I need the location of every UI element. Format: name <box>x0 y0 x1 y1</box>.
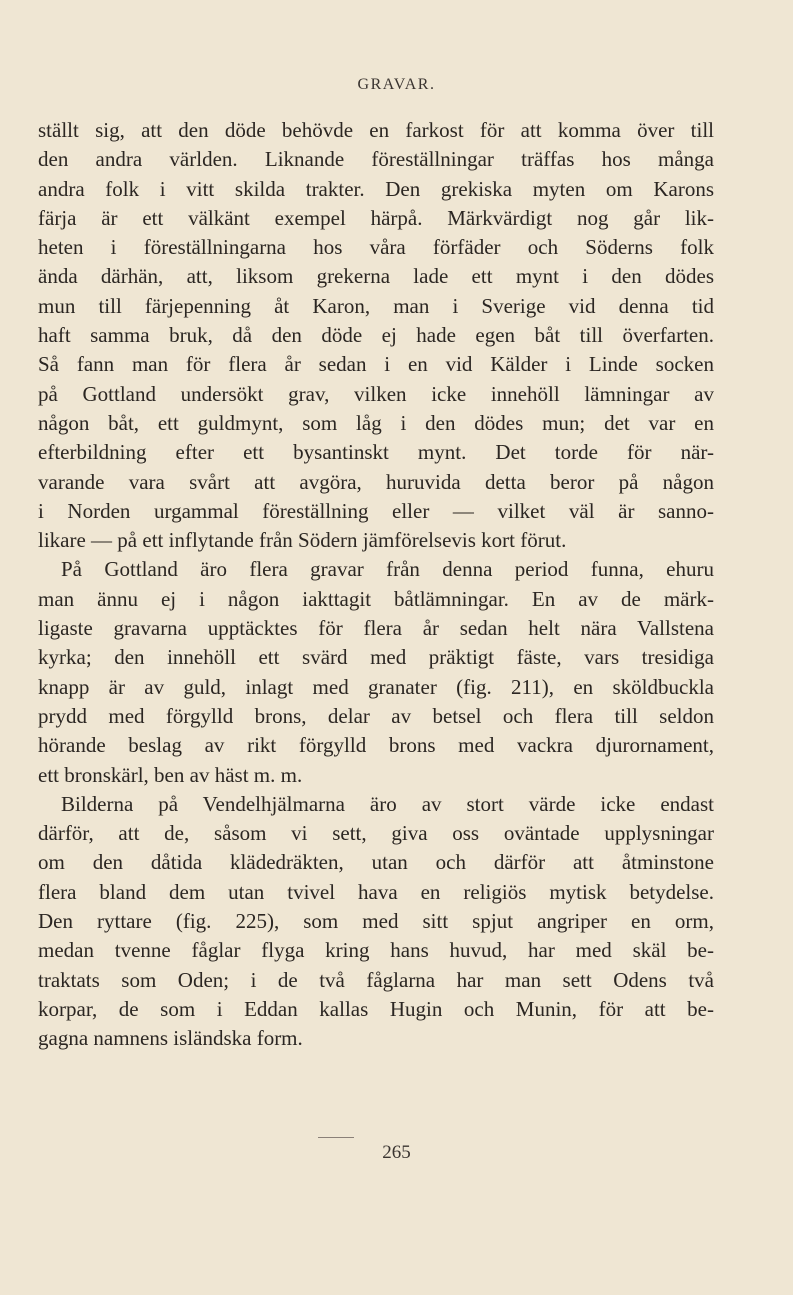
text-line: haft samma bruk, då den döde ej hade egen båt till överfarten. <box>38 323 714 348</box>
text-line: hörande beslag av rikt förgylld brons med vackra djurornament, <box>38 733 714 758</box>
text-line: gagna namnens isländska form. <box>38 1026 303 1051</box>
text-line: ställt sig, att den döde behövde en farkost för att komma över till <box>38 118 714 142</box>
footer-rule <box>318 1137 354 1138</box>
text-line: kyrka; den innehöll ett svärd med präktigt fäste, vars tresidiga <box>38 645 714 670</box>
text-line: om den dåtida klädedräkten, utan och därför att åtminstone <box>38 850 714 875</box>
text-line: heten i föreställningarna hos våra förfäder och Söderns folk <box>38 235 714 260</box>
text-line: Den ryttare (fig. 225), som med sitt spjut angriper en orm, <box>38 909 714 934</box>
text-line: korpar, de som i Eddan kallas Hugin och Munin, för att be- <box>38 996 714 1021</box>
text-line: varande vara svårt att avgöra, huruvida detta beror på någon <box>38 469 714 494</box>
text-line: medan tvenne fåglar flyga kring hans huvud, har med skäl be- <box>38 938 714 963</box>
text-line: färja är ett välkänt exempel härpå. Märkvärdigt nog går lik- <box>38 205 714 230</box>
text-line: någon båt, ett guldmynt, som låg i den dödes mun; det var en <box>38 410 714 435</box>
text-line: flera bland dem utan tvivel hava en religiös mytisk betydelse. <box>38 879 714 904</box>
text-line: ända därhän, att, liksom grekerna lade ett mynt i den dödes <box>38 264 714 289</box>
text-line: knapp är av guld, inlagt med granater (fig. 211), en sköldbuckla <box>38 674 714 699</box>
body-text <box>38 116 714 1054</box>
text-line: Så fann man för flera år sedan i en vid Kälder i Linde socken <box>38 352 714 377</box>
paragraph-start-line: Bilderna på Vendelhjälmarna äro av stort värde icke endast <box>61 791 714 816</box>
text-line: därför, att de, såsom vi sett, giva oss oväntade upplysningar <box>38 821 714 846</box>
paragraph-start-line: På Gottland äro flera gravar från denna period funna, ehuru <box>61 557 714 582</box>
text-line: i Norden urgammal föreställning eller — vilket väl är sanno- <box>38 498 714 523</box>
text-line: på Gottland undersökt grav, vilken icke innehöll lämningar av <box>38 381 714 406</box>
text-line: ligaste gravarna upptäcktes för flera år sedan helt nära Vallstena <box>38 616 714 641</box>
text-line: mun till färjepenning åt Karon, man i Sverige vid denna tid <box>38 293 714 318</box>
text-line: prydd med förgylld brons, delar av betsel och flera till seldon <box>38 703 714 728</box>
text-line: andra folk i vitt skilda trakter. Den grekiska myten om Karons <box>38 176 714 201</box>
text-line: den andra världen. Liknande föreställningar träffas hos många <box>38 147 714 172</box>
page-number: 265 <box>382 1142 411 1163</box>
text-line: ett bronskärl, ben av häst m. m. <box>38 762 303 787</box>
running-title: GRAVAR. <box>357 76 436 93</box>
text-line: likare — på ett inflytande från Södern jämförelsevis kort förut. <box>38 528 567 553</box>
text-line: traktats som Oden; i de två fåglarna har man sett Odens två <box>38 967 714 992</box>
text-line: man ännu ej i någon iakttagit båtlämningar. En av de märk- <box>38 586 714 611</box>
text-line: efterbildning efter ett bysantinskt mynt. Det torde för när- <box>38 440 714 465</box>
